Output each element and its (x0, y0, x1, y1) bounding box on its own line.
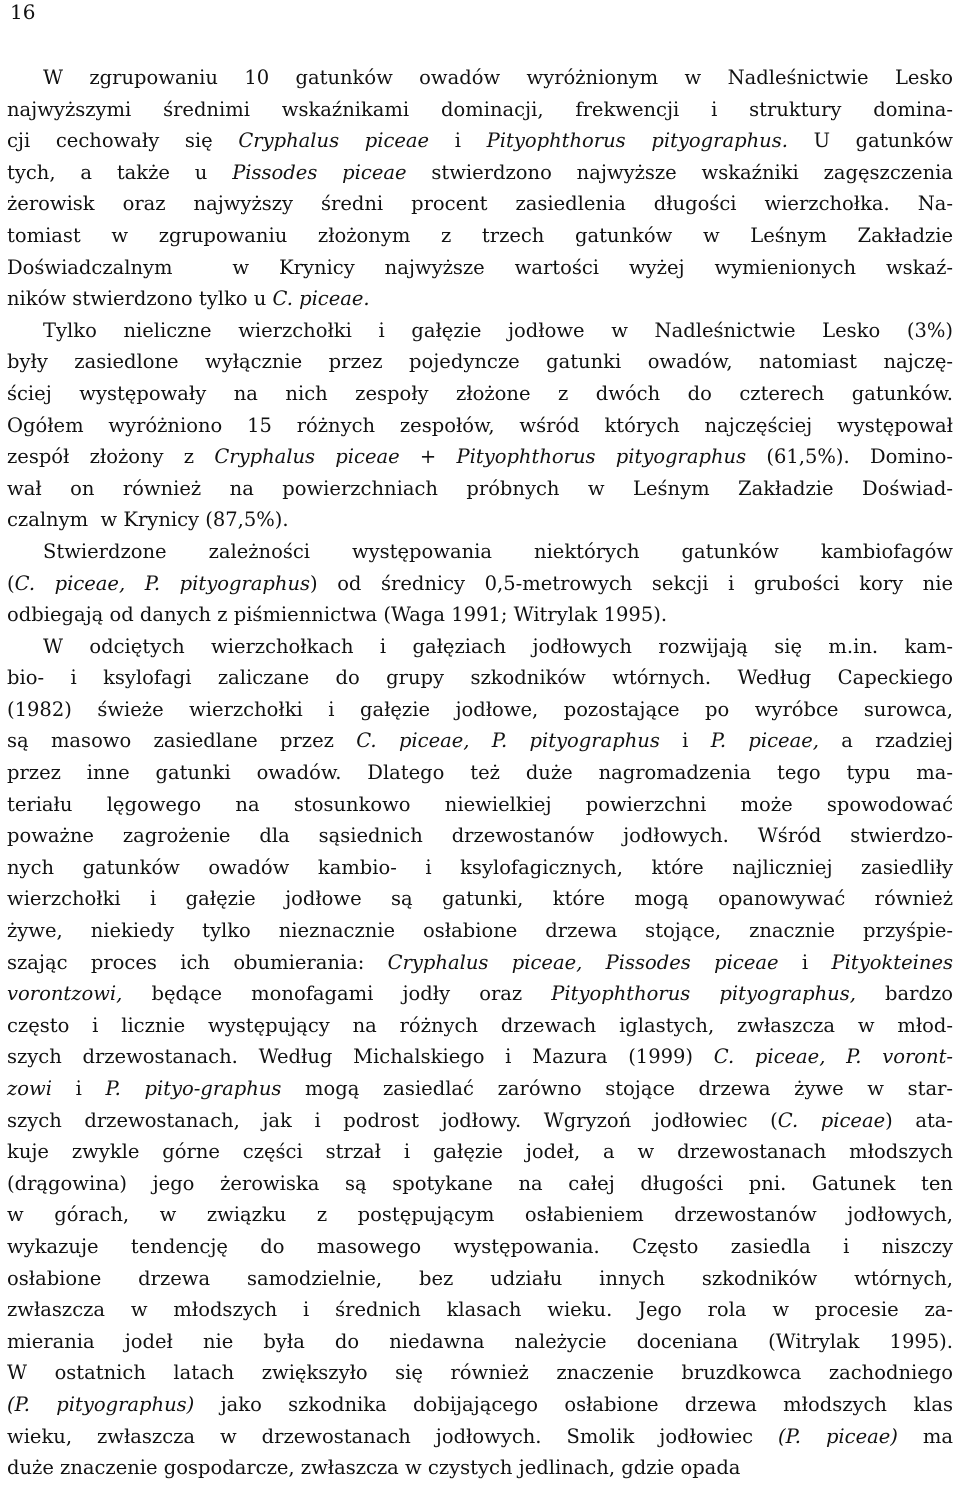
text-run: W odciętych wierzchołkach i gałęziach jodłowych rozwijają się m.in. kam- (43, 634, 953, 658)
text-line (7, 1357, 953, 1389)
text-run: ) ata- (885, 1108, 953, 1132)
text-line (7, 662, 953, 694)
text-run: są masowo zasiedlane przez (7, 729, 357, 753)
text-run: i (429, 129, 487, 153)
text-run: ( (7, 571, 15, 595)
text-line (7, 188, 953, 220)
text-line (7, 1199, 953, 1231)
text-line (7, 757, 953, 789)
text-line (7, 252, 953, 284)
text-line (7, 283, 953, 315)
text-run: (drągowina) jego żerowiska są spotykane na całej długości pni. Gatunek ten (7, 1171, 953, 1195)
text-run: a rzadziej (818, 729, 953, 753)
text-run: przez inne gatunki owadów. Dlatego też duże nagromadzenia tego typu ma- (7, 761, 953, 785)
text-run: były zasiedlone wyłącznie przez pojedyncze gatunki owadów, natomiast najczę- (7, 350, 953, 374)
text-run: zwłaszcza w młodszych i średnich klasach wieku. Jego rola w procesie za- (7, 1298, 953, 1322)
italic-term: C. piceae (777, 1108, 886, 1132)
italic-term: P. piceae, (710, 729, 819, 753)
text-line (7, 473, 953, 505)
text-run: teriału lęgowego na stosunkowo niewielkiej powierzchni może spowodować (7, 792, 953, 816)
text-run: Doświadczalnym w Krynicy najwyższe wartości wyżej wymienionych wskaź- (7, 255, 953, 279)
italic-term: Cryphalus piceae (238, 129, 430, 153)
text-line (7, 631, 953, 663)
paragraph (7, 62, 953, 315)
text-run: wierzchołki i gałęzie jodłowe są gatunki, które mogą opanowywać również (7, 887, 953, 911)
text-line (7, 947, 953, 979)
text-run: osłabione drzewa samodzielnie, bez udziału innych szkodników wtórnych, (7, 1266, 953, 1290)
text-line (7, 820, 953, 852)
text-line (7, 1010, 953, 1042)
paragraph (7, 536, 953, 631)
text-line (7, 852, 953, 884)
italic-term: C. piceae, P. voront- (713, 1045, 953, 1069)
text-run: zespół złożony z (7, 445, 215, 469)
text-line (7, 1168, 953, 1200)
text-line (7, 789, 953, 821)
text-run: Tylko nieliczne wierzchołki i gałęzie jodłowe w Nadleśnictwie Lesko (3%) (43, 318, 953, 342)
text-run: Ogółem wyróżniono 15 różnych zespołów, wśród których najczęściej występował (7, 413, 953, 437)
italic-term: vorontzowi, (7, 982, 123, 1006)
text-run: tomiast w zgrupowaniu złożonym z trzech gatunków w Leśnym Zakładzie (7, 223, 953, 247)
text-run: wał on również na powierzchniach próbnych w Leśnym Zakładzie Doświad- (7, 476, 953, 500)
italic-term: Pityophthorus pityographus (456, 445, 747, 469)
text-line (7, 1421, 953, 1453)
text-line (7, 1041, 953, 1073)
text-run: tych, a także u (7, 160, 233, 184)
paragraph (7, 631, 953, 1484)
italic-term: Pityophthorus pityographus, (551, 982, 856, 1006)
text-line (7, 1389, 953, 1421)
text-run: Stwierdzone zależności występowania niektórych gatunków kambiofagów (43, 539, 953, 563)
text-run: poważne zagrożenie dla sąsiednich drzewostanów jodłowych. Wśród stwierdzo- (7, 824, 953, 848)
text-run: szych drzewostanach. Według Michalskiego i Mazura (1999) (7, 1045, 714, 1069)
text-line (7, 1136, 953, 1168)
text-line (7, 1073, 953, 1105)
text-line (7, 694, 953, 726)
text-line (7, 1105, 953, 1137)
italic-term: (P. pityographus) (7, 1392, 195, 1416)
text-line (7, 1294, 953, 1326)
text-line (7, 441, 953, 473)
text-run: czalnym w Krynicy (87,5%). (7, 508, 289, 532)
text-run: + (399, 445, 457, 469)
text-run: i (659, 729, 711, 753)
italic-term: (P. piceae) (778, 1424, 898, 1448)
italic-term: Pityophthorus pityographus. (486, 129, 788, 153)
page-number: 16 (10, 0, 36, 24)
text-line (7, 62, 953, 94)
text-run: najwyższymi średnimi wskaźnikami dominacji, frekwencji i struktury domina- (7, 97, 953, 121)
text-run: kuje zwykle górne części strzał i gałęzie jodeł, a w drzewostanach młodszych (7, 1140, 953, 1164)
text-run: ników stwierdzono tylko u (7, 287, 273, 311)
text-run: w górach, w związku z postępującym osłabieniem drzewostanów jodłowych, (7, 1203, 953, 1227)
text-line (7, 220, 953, 252)
paragraph (7, 315, 953, 536)
text-line (7, 94, 953, 126)
text-run: W ostatnich latach zwiększyło się również znaczenie bruzdkowca zachodniego (7, 1361, 953, 1385)
text-line (7, 1263, 953, 1295)
text-run: często i licznie występujący na różnych drzewach iglastych, zwłaszcza w młod- (7, 1013, 953, 1037)
text-line (7, 1452, 953, 1484)
text-run: U gatunków (787, 129, 953, 153)
text-line (7, 915, 953, 947)
italic-term: P. pityo-graphus (105, 1077, 282, 1100)
body-text (7, 62, 953, 1484)
italic-term: Pissodes piceae (232, 160, 407, 184)
text-run: cji cechowały się (7, 129, 239, 153)
text-run: wieku, zwłaszcza w drzewostanach jodłowych. Smolik jodłowiec (7, 1424, 778, 1448)
text-run: żerowisk oraz najwyższy średni procent zasiedlenia długości wierzchołka. Na- (7, 192, 953, 216)
text-run: ) od średnicy 0,5-metrowych sekcji i grubości kory nie (310, 571, 953, 595)
text-run: duże znaczenie gospodarcze, zwłaszcza w czystych jedlinach, gdzie opada (7, 1456, 741, 1480)
text-line (7, 725, 953, 757)
text-run: bardzo (855, 982, 953, 1006)
italic-term: Cryphalus piceae, Pissodes piceae (387, 950, 779, 974)
text-run: ściej występowały na nich zespoły złożone z dwóch do czterech gatunków. (7, 381, 953, 405)
text-line (7, 568, 953, 600)
text-run: bio- i ksylofagi zaliczane do grupy szkodników wtórnych. Według Capeckiego (7, 666, 953, 690)
text-line (7, 536, 953, 568)
italic-term: Cryphalus piceae (214, 445, 400, 469)
text-run: mogą zasiedlać zarówno stojące drzewa żywe w star- (281, 1077, 953, 1100)
text-run: (1982) świeże wierzchołki i gałęzie jodłowe, pozostające po wyróbce surowca, (7, 697, 953, 721)
text-line (7, 378, 953, 410)
text-line (7, 978, 953, 1010)
text-run: będące monofagami jodły oraz (122, 982, 552, 1006)
text-run: W zgrupowaniu 10 gatunków owadów wyróżnionym w Nadleśnictwie Lesko (43, 66, 953, 89)
text-run: szych drzewostanach, jak i podrost jodłowy. Wgryzoń jodłowiec ( (7, 1108, 778, 1132)
text-line (7, 883, 953, 915)
text-line (7, 599, 953, 631)
text-run: wykazuje tendencję do masowego występowania. Często zasiedla i niszczy (7, 1234, 953, 1258)
text-run: (61,5%). Domino- (746, 445, 953, 469)
text-line (7, 157, 953, 189)
text-line (7, 346, 953, 378)
text-line (7, 315, 953, 347)
text-run: żywe, niekiedy tylko nieznacznie osłabione drzewa stojące, znacznie przyśpie- (7, 919, 953, 943)
italic-term: C. piceae. (272, 287, 370, 311)
italic-term: Pityokteines (831, 950, 953, 974)
italic-term: zowi (7, 1077, 52, 1100)
text-run: ma (897, 1424, 953, 1448)
text-line (7, 410, 953, 442)
text-run: jako szkodnika dobijającego osłabione drzewa młodszych klas (194, 1392, 953, 1416)
text-run: nych gatunków owadów kambio- i ksylofagicznych, które najliczniej zasiedliły (7, 855, 953, 879)
text-line (7, 1326, 953, 1358)
text-line (7, 1231, 953, 1263)
text-run: stwierdzono najwyższe wskaźniki zagęszczenia (406, 160, 953, 184)
text-run: i (51, 1077, 106, 1100)
text-run: i (778, 950, 832, 974)
text-line (7, 504, 953, 536)
italic-term: C. piceae, P. pityographus (14, 571, 311, 595)
text-run: szając proces ich obumierania: (7, 950, 388, 974)
italic-term: C. piceae, P. pityographus (356, 729, 660, 753)
text-run: mierania jodeł nie była do niedawna należycie doceniana (Witrylak 1995). (7, 1329, 953, 1353)
text-line (7, 125, 953, 157)
text-run: odbiegają od danych z piśmiennictwa (Waga 1991; Witrylak 1995). (7, 603, 668, 627)
